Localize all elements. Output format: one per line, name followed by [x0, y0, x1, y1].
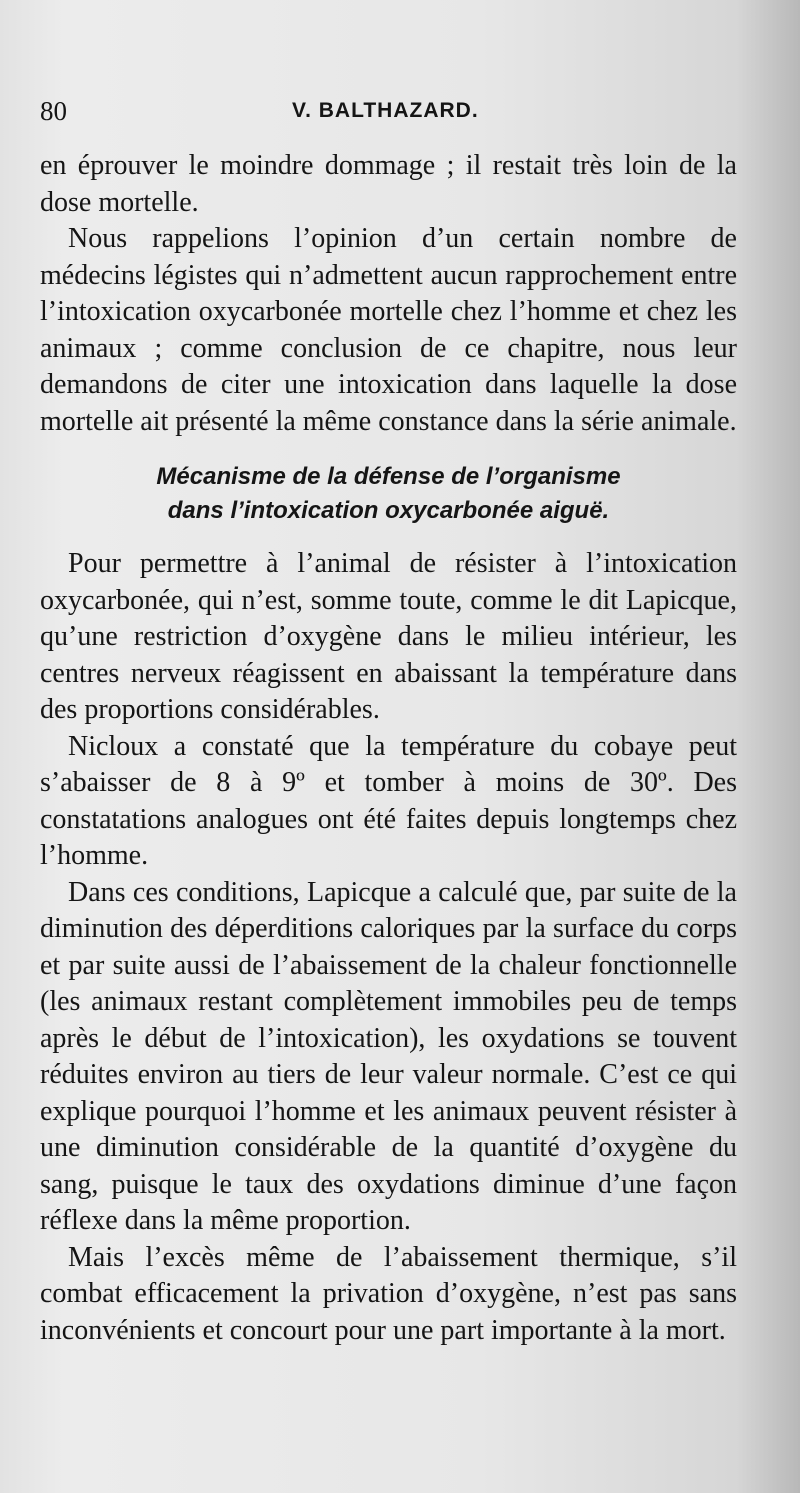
- paragraph-defense: Pour permettre à l’animal de résister à l’intoxication oxycarbonée, qui n’est, somme toute, comme le dit Lapicque, qu’une restriction d’oxygène dans le milieu intérieur, les centres nerveux réagissent en abaissant la température dans des proportions considérables.: [40, 548, 737, 725]
- running-head: V. BALTHAZARD.: [292, 99, 479, 122]
- section-title-line-1: Mécanisme de la défense de l’organisme: [156, 463, 621, 490]
- paragraph-thermal: Mais l’excès même de l’abaissement thermique, s’il combat efficacement la privation d’oxygène, n’est pas sans inconvénients et concourt pour une part importante à la mort.: [40, 1241, 737, 1346]
- paragraph-opinion: Nous rappelions l’opinion d’un certain nombre de médecins légistes qui n’admettent aucun rapprochement entre l’intoxication oxycarbonée mortelle chez l’homme et chez les animaux ; comme conclusion de ce chapitre, nous leur demandons de citer une intoxication dans laquelle la dose mortelle ait présenté la même constance dans la série animale.: [40, 223, 737, 437]
- paragraph-nicloux: Nicloux a constaté que la température du cobaye peut s’abaisser de 8 à 9º et tomber à moins de 30º. Des constatations analogues ont été faites depuis longtemps chez l’homme.: [40, 730, 737, 871]
- page-header: [40, 96, 740, 132]
- section-title-line-2: dans l’intoxication oxycarbonée aiguë.: [167, 497, 610, 524]
- section-title: [40, 460, 737, 528]
- paragraph-lapicque: Dans ces conditions, Lapicque a calculé que, par suite de la diminution des déperditions caloriques par la surface du corps et par suite aussi de l’abaissement de la chaleur fonctionnelle (les animaux restant complètement immobiles peu de temps après le début de l’intoxication), les oxydations se touvent réduites environ au tiers de leur valeur normale. C’est ce qui explique pourquoi l’homme et les animaux peuvent résister à une diminution considérable de la quantité d’oxygène du sang, puisque le taux des oxydations diminue d’une façon réflexe dans la même proportion.: [40, 876, 737, 1236]
- paragraph-continuation: en éprouver le moindre dommage ; il restait très loin de la dose mortelle.: [40, 150, 737, 218]
- page-number: 80: [40, 96, 67, 126]
- body-text: [40, 148, 737, 1349]
